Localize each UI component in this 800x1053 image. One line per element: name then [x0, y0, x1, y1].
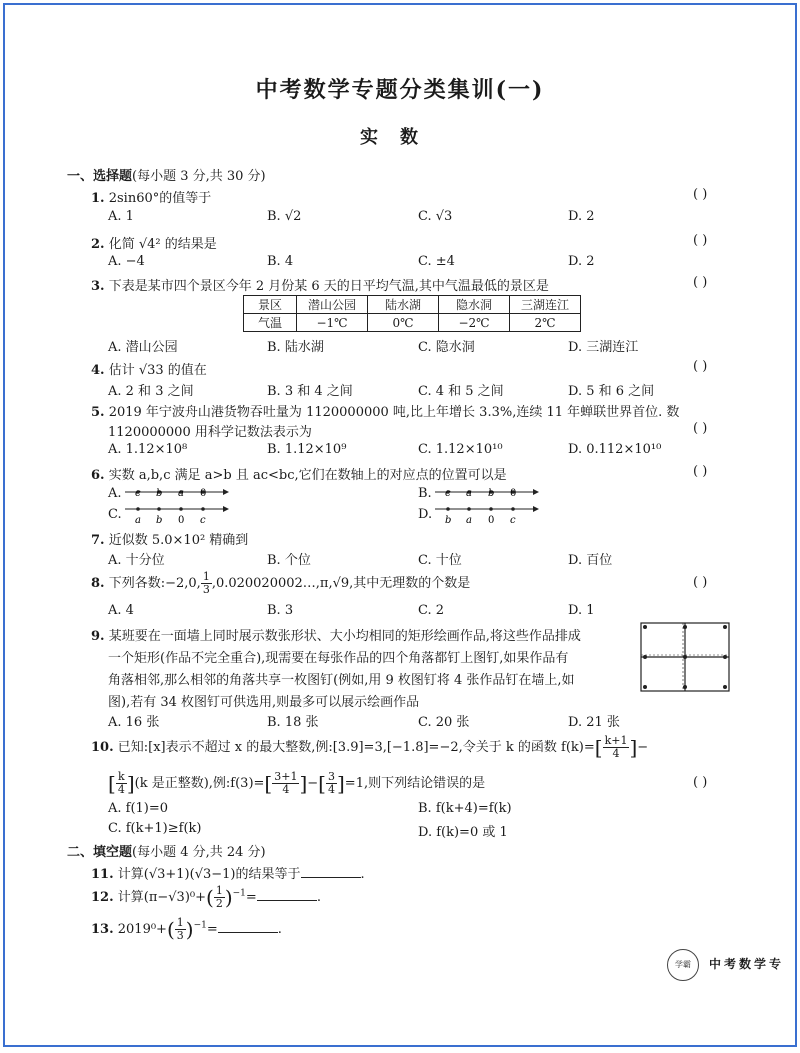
exam-page: [3, 3, 797, 1047]
answer-paren: ( ): [693, 421, 708, 436]
answer-paren: ( ): [693, 233, 708, 248]
point-label: a: [135, 515, 141, 526]
fraction: $\frac{k}{4}$: [117, 770, 125, 796]
number-line-b: [433, 483, 543, 505]
option: B. 3 和 4 之间: [267, 384, 353, 399]
table-cell: 景区: [244, 296, 297, 314]
answer-paren: ( ): [693, 464, 708, 479]
option: D. 2: [568, 254, 595, 269]
table-cell: 2℃: [510, 314, 581, 332]
option: C. √3: [418, 209, 453, 224]
point-label: b: [156, 515, 163, 526]
option: A. 16 张: [108, 715, 160, 730]
option: B.: [418, 486, 432, 501]
option: B. 3: [267, 603, 294, 618]
option: C. 2: [418, 603, 445, 618]
question-12: 12. 计算(π−√3)⁰+( $\frac{1}{2}$ )$^{-1}$= .: [91, 884, 321, 910]
fraction: $\frac{k+1}{4}$: [604, 734, 628, 760]
option: D. 2: [568, 209, 595, 224]
table-row: [244, 296, 581, 314]
table-cell: 气温: [244, 314, 297, 332]
option: A. −4: [108, 254, 145, 269]
answer-paren: ( ): [693, 359, 708, 374]
option: C. ±4: [418, 254, 455, 269]
table-cell: 潜山公园: [297, 296, 368, 314]
question-2: 2. 化简 √4² 的结果是: [91, 237, 217, 252]
page-subtitle: 实数: [360, 127, 440, 148]
question-3: 3. 下表是某市四个景区今年 2 月份某 6 天的日平均气温,其中气温最低的景区是: [91, 279, 549, 294]
answer-blank[interactable]: [257, 888, 317, 901]
question-9-line: 图),若有 34 枚图钉可供选用,则最多可以展示绘画作品: [108, 695, 420, 710]
option: B. 陆水湖: [267, 340, 324, 355]
table-cell: 陆水湖: [368, 296, 439, 314]
table-cell: −2℃: [439, 314, 510, 332]
option: A. 十分位: [108, 553, 165, 568]
question-7: 7. 近似数 5.0×10² 精确到: [91, 533, 249, 548]
point-label: b: [488, 488, 495, 499]
option: D. 5 和 6 之间: [568, 384, 655, 399]
pinned-artworks-figure: [637, 619, 733, 695]
fraction: $\frac{3+1}{4}$: [274, 770, 298, 796]
question-10: 10. 已知:[x]表示不超过 x 的最大整数,例:[3.9]=3,[−1.8]=−2,令关于 k 的函数 f(k)=[ $\frac{k+1}{4}$ ]−: [91, 734, 649, 760]
answer-paren: ( ): [693, 775, 708, 790]
point-label: a: [466, 515, 472, 526]
option: B. 4: [267, 254, 294, 269]
question-6: 6. 实数 a,b,c 满足 a>b 且 ac<bc,它们在数轴上的对应点的位置可以是: [91, 468, 507, 483]
point-label: c: [135, 488, 141, 499]
option: D. 21 张: [568, 715, 620, 730]
option: C. 隐水洞: [418, 340, 475, 355]
option: C. 4 和 5 之间: [418, 384, 504, 399]
option: A. 4: [108, 603, 134, 618]
section-heading-choice: 一、选择题(每小题 3 分,共 30 分): [67, 169, 266, 184]
option: D. 百位: [568, 553, 613, 568]
point-label: a: [466, 488, 472, 499]
point-label: c: [445, 488, 451, 499]
question-11: 11. 计算(√3+1)(√3−1)的结果等于 .: [91, 867, 365, 882]
table-cell: 隐水洞: [439, 296, 510, 314]
table-cell: −1℃: [297, 314, 368, 332]
question-13: 13. 2019⁰+( $\frac{1}{3}$ )$^{-1}$= .: [91, 916, 282, 942]
footer-text: 中考数学专: [709, 957, 785, 971]
point-label: a: [178, 488, 184, 499]
fraction: $\frac{1}{2}$: [215, 884, 223, 910]
question-5: 5. 2019 年宁波舟山港货物吞吐量为 1120000000 吨,比上年增长 3.3%,连续 11 年蝉联世界首位. 数: [91, 405, 680, 420]
option: C. 20 张: [418, 715, 470, 730]
option: D. 三湖连江: [568, 340, 639, 355]
option: B. f(k+4)=f(k): [418, 801, 512, 816]
point-label: 0: [178, 515, 185, 526]
point-label: b: [445, 515, 452, 526]
point-label: 0: [510, 488, 517, 499]
fraction: $\frac{3}{4}$: [327, 770, 335, 796]
option: B. 个位: [267, 553, 311, 568]
option: B. 18 张: [267, 715, 319, 730]
question-1: 1. 2sin60°的值等于: [91, 191, 212, 206]
option: C. 1.12×10¹⁰: [418, 442, 503, 457]
answer-paren: ( ): [693, 575, 708, 590]
fraction: $\frac{1}{3}$: [176, 916, 184, 942]
option: D. 0.112×10¹⁰: [568, 442, 662, 457]
option: B. 1.12×10⁹: [267, 442, 347, 457]
question-9: 9. 某班要在一面墙上同时展示数张形状、大小均相同的矩形绘画作品,将这些作品排成: [91, 629, 581, 644]
point-label: 0: [200, 488, 207, 499]
point-label: c: [510, 515, 516, 526]
table-cell: 三湖连江: [510, 296, 581, 314]
table-cell: 0℃: [368, 314, 439, 332]
question-8: 8. 下列各数:−2,0, $\frac{1}{3}$ ,0.020020002…,π,√9,其中无理数的个数是: [91, 570, 471, 596]
question-4: 4. 估计 √33 的值在: [91, 363, 207, 378]
option: A. f(1)=0: [108, 801, 169, 816]
question-10-line2: [ $\frac{k}{4}$ ](k 是正整数),例:f(3)=[ $\frac{3+1}{4}$ ]−[ $\frac{3}{4}$ ]=1,则下列结论错误的是: [108, 770, 486, 796]
publisher-logo-icon: 学霸: [667, 949, 699, 981]
number-line-d: [433, 504, 543, 526]
option: C. 十位: [418, 553, 462, 568]
number-line-a: [123, 483, 233, 505]
temperature-table: [243, 295, 581, 332]
option: B. √2: [267, 209, 302, 224]
option: A. 2 和 3 之间: [108, 384, 194, 399]
answer-blank[interactable]: [218, 920, 278, 933]
answer-paren: ( ): [693, 275, 708, 290]
option: A. 1.12×10⁸: [108, 442, 188, 457]
question-9-line: 角落相邻,那么相邻的角落共享一枚图钉(例如,用 9 枚图钉将 4 张作品钉在墙上,如: [108, 673, 575, 688]
point-label: c: [200, 515, 206, 526]
option: D.: [418, 507, 433, 522]
option: A. 潜山公园: [108, 340, 178, 355]
option: D. 1: [568, 603, 595, 618]
table-row: [244, 314, 581, 332]
answer-paren: ( ): [693, 187, 708, 202]
option: A. 1: [108, 209, 134, 224]
answer-blank[interactable]: [301, 865, 361, 878]
fraction: $\frac{1}{3}$: [202, 570, 210, 596]
option: C.: [108, 507, 122, 522]
point-label: b: [156, 488, 163, 499]
number-line-c: [123, 504, 233, 526]
option: A.: [108, 486, 122, 501]
section-heading-fill: 二、填空题(每小题 4 分,共 24 分): [67, 845, 266, 860]
point-label: 0: [488, 515, 495, 526]
question-9-line: 一个矩形(作品不完全重合),现需要在每张作品的四个角落都钉上图钉,如果作品有: [108, 651, 569, 666]
page-title: 中考数学专题分类集训(一): [255, 77, 545, 103]
option: C. f(k+1)≥f(k): [108, 821, 202, 836]
question-5-line2: 1120000000 用科学记数法表示为: [108, 425, 312, 440]
option: D. f(k)=0 或 1: [418, 825, 508, 840]
